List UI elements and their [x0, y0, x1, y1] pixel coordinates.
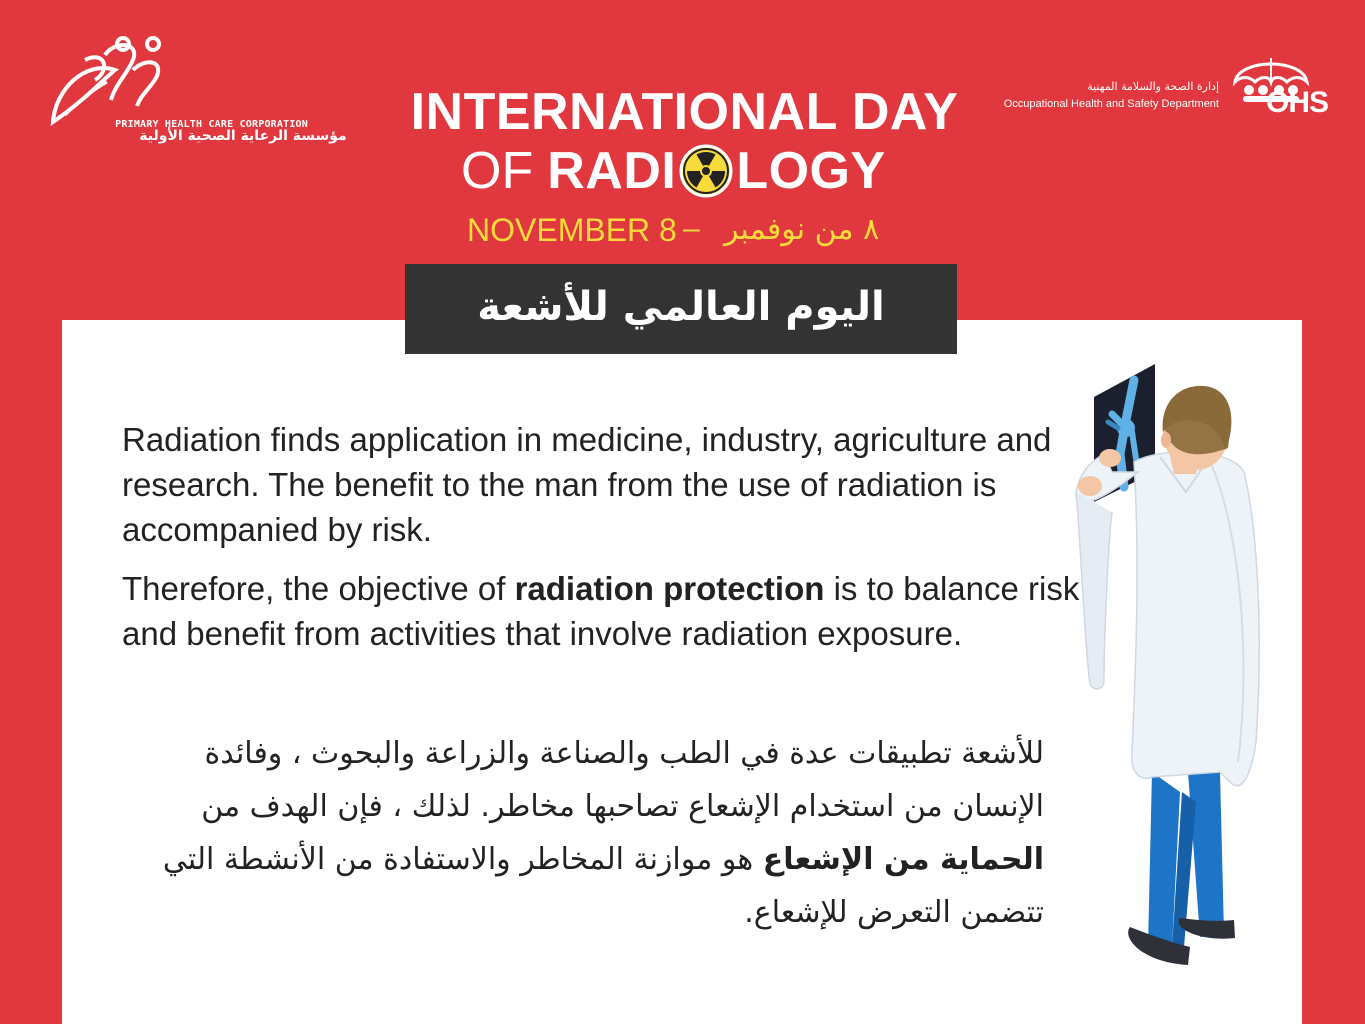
- paragraph-arabic: [122, 727, 1044, 939]
- date-ar: ٨ من نوفمبر: [724, 212, 880, 247]
- paragraph-2-after: is to balance risk and benefit from activities that involve radiation exposure.: [122, 570, 1080, 652]
- ohs-abbr: OHS: [1265, 86, 1328, 119]
- paragraph-2: [122, 566, 1082, 656]
- ohs-name-en: Occupational Health and Safety Department: [1003, 98, 1219, 110]
- paragraph-1: Radiation finds application in medicine, industry, agriculture and research. The benefit to the man from the use of radiation is accompanied by risk.: [122, 421, 1052, 548]
- paragraph-2-bold: radiation protection: [514, 570, 825, 607]
- title-of: OF: [461, 142, 534, 200]
- arabic-title-banner: اليوم العالمي للأشعة: [405, 264, 957, 354]
- date-separator: –: [683, 212, 700, 245]
- phcc-name-ar: مؤسسة الرعاية الصحية الأولية: [139, 128, 347, 144]
- ohs-name-ar: إدارة الصحة والسلامة المهنية: [1087, 80, 1219, 93]
- page-title-line1: INTERNATIONAL DAY: [410, 83, 959, 141]
- date-en: NOVEMBER 8: [467, 212, 677, 248]
- page-title-line2: [461, 140, 886, 202]
- paragraph-arabic-before: للأشعة تطبيقات عدة في الطب والصناعة والزراعة والبحوث ، وفائدة الإنسان من استخدام الإشعاع تصاحبها مخاطر. لذلك ، فإن الهدف من: [201, 736, 1044, 824]
- paragraph-arabic-after: هو موازنة المخاطر والاستفادة من الأنشطة التي تتضمن التعرض للإشعاع.: [162, 842, 1044, 930]
- paragraph-arabic-bold: الحماية من الإشعاع: [762, 842, 1044, 877]
- date-line: [0, 210, 1365, 252]
- phcc-name-en: PRIMARY HEALTH CARE CORPORATION: [115, 119, 308, 130]
- radiation-hazard-icon: [679, 144, 733, 198]
- doctor-illustration: [1060, 362, 1270, 972]
- title-radi: RADI: [547, 142, 677, 200]
- title-logy: LOGY: [736, 142, 886, 200]
- paragraph-2-before: Therefore, the objective of: [122, 570, 515, 607]
